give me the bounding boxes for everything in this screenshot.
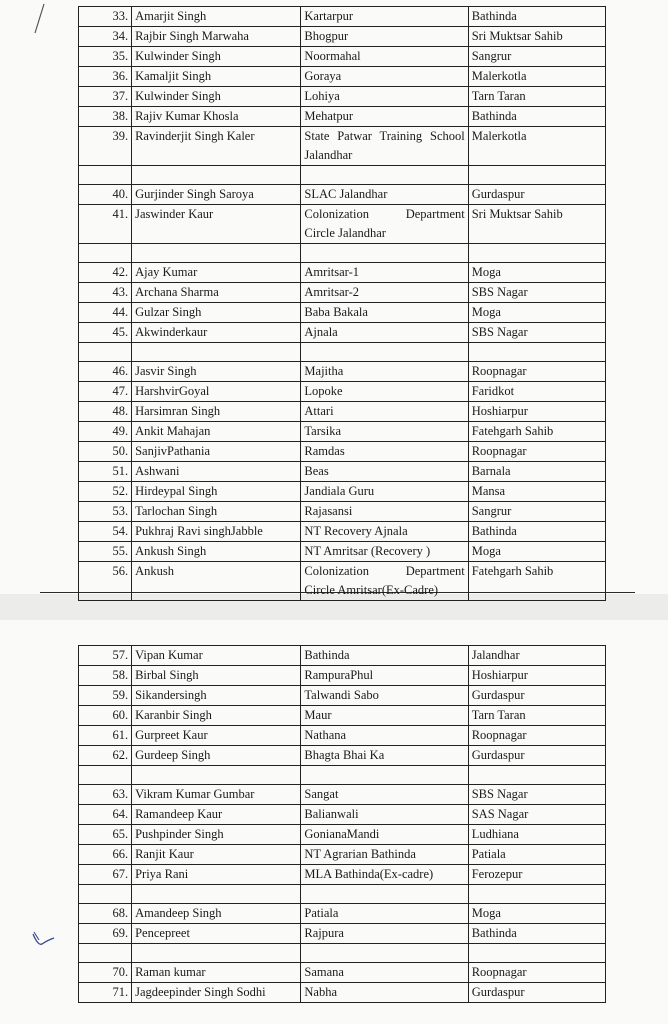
table-row — [79, 963, 606, 983]
spacer-row — [79, 244, 606, 263]
posted-from-cell: MLA Bathinda(Ex-cadre) — [301, 865, 468, 885]
posted-from-cell: GonianaMandi — [301, 825, 468, 845]
transfer-table-part1 — [78, 6, 606, 601]
spacer-row — [79, 766, 606, 785]
posted-from-cell: Colonization Department Circle Amritsar(Ex-Cadre) — [301, 562, 468, 601]
serial-number-cell: 67. — [79, 865, 132, 885]
posted-from-cell: Ajnala — [301, 323, 468, 343]
table-row — [79, 706, 606, 726]
serial-number-cell: 52. — [79, 482, 132, 502]
officer-name-cell: Ravinderjit Singh Kaler — [132, 127, 301, 166]
empty-cell — [132, 944, 301, 963]
posted-from-cell: Bhagta Bhai Ka — [301, 746, 468, 766]
table-row — [79, 47, 606, 67]
table-row — [79, 845, 606, 865]
table-row — [79, 107, 606, 127]
posted-to-cell: Gurdaspur — [468, 686, 605, 706]
empty-cell — [468, 244, 605, 263]
table-row — [79, 785, 606, 805]
posted-to-cell: Fatehgarh Sahib — [468, 562, 605, 601]
officer-name-cell: Vipan Kumar — [132, 646, 301, 666]
table-row — [79, 522, 606, 542]
empty-cell — [468, 166, 605, 185]
posted-to-cell: Ferozepur — [468, 865, 605, 885]
posted-to-cell: Bathinda — [468, 107, 605, 127]
serial-number-cell: 71. — [79, 983, 132, 1003]
posted-from-cell: Bhogpur — [301, 27, 468, 47]
table-row — [79, 402, 606, 422]
table-row — [79, 482, 606, 502]
posted-from-cell: Nathana — [301, 726, 468, 746]
officer-name-cell: HarshvirGoyal — [132, 382, 301, 402]
officer-name-cell: Jasvir Singh — [132, 362, 301, 382]
posted-to-cell: Jalandhar — [468, 646, 605, 666]
empty-cell — [301, 885, 468, 904]
serial-number-cell: 69. — [79, 924, 132, 944]
posted-from-cell: Lopoke — [301, 382, 468, 402]
posted-from-cell: Nabha — [301, 983, 468, 1003]
table-row — [79, 87, 606, 107]
table-row — [79, 362, 606, 382]
posted-to-cell: Barnala — [468, 462, 605, 482]
posted-from-cell: Bathinda — [301, 646, 468, 666]
posted-to-cell: SAS Nagar — [468, 805, 605, 825]
officer-name-cell: Hirdeypal Singh — [132, 482, 301, 502]
serial-number-cell: 54. — [79, 522, 132, 542]
officer-name-cell: Sikandersingh — [132, 686, 301, 706]
posted-to-cell: Tarn Taran — [468, 706, 605, 726]
officer-name-cell: Pushpinder Singh — [132, 825, 301, 845]
posted-from-cell: Ramdas — [301, 442, 468, 462]
serial-number-cell: 37. — [79, 87, 132, 107]
posted-from-cell: Amritsar-1 — [301, 263, 468, 283]
posted-from-cell: NT Amritsar (Recovery ) — [301, 542, 468, 562]
empty-cell — [301, 166, 468, 185]
serial-number-cell: 33. — [79, 7, 132, 27]
spacer-row — [79, 944, 606, 963]
posted-to-cell: Bathinda — [468, 7, 605, 27]
officer-name-cell: Tarlochan Singh — [132, 502, 301, 522]
officer-name-cell: Gulzar Singh — [132, 303, 301, 323]
serial-number-cell: 66. — [79, 845, 132, 865]
table-row — [79, 185, 606, 205]
posted-to-cell: Mansa — [468, 482, 605, 502]
posted-from-cell: Goraya — [301, 67, 468, 87]
posted-to-cell: Moga — [468, 303, 605, 323]
posted-to-cell: SBS Nagar — [468, 283, 605, 303]
table-row — [79, 303, 606, 323]
serial-number-cell: 36. — [79, 67, 132, 87]
posted-from-cell: Sangat — [301, 785, 468, 805]
officer-name-cell: Raman kumar — [132, 963, 301, 983]
posted-to-cell: Gurdaspur — [468, 185, 605, 205]
posted-to-cell: Roopnagar — [468, 963, 605, 983]
serial-number-cell: 46. — [79, 362, 132, 382]
posted-from-cell: Baba Bakala — [301, 303, 468, 323]
table-row — [79, 865, 606, 885]
posted-to-cell: Gurdaspur — [468, 746, 605, 766]
posted-to-cell: Roopnagar — [468, 442, 605, 462]
serial-number-cell: 68. — [79, 904, 132, 924]
posted-to-cell: Moga — [468, 542, 605, 562]
empty-cell — [79, 766, 132, 785]
officer-name-cell: Gurjinder Singh Saroya — [132, 185, 301, 205]
empty-cell — [132, 885, 301, 904]
serial-number-cell: 65. — [79, 825, 132, 845]
table-row — [79, 904, 606, 924]
empty-cell — [468, 343, 605, 362]
officer-name-cell: Karanbir Singh — [132, 706, 301, 726]
empty-cell — [79, 944, 132, 963]
officer-name-cell: Pukhraj Ravi singhJabble — [132, 522, 301, 542]
handwritten-tick-mark — [30, 928, 58, 950]
serial-number-cell: 59. — [79, 686, 132, 706]
posted-to-cell: Fatehgarh Sahib — [468, 422, 605, 442]
table-row — [79, 686, 606, 706]
serial-number-cell: 58. — [79, 666, 132, 686]
table-row — [79, 746, 606, 766]
officer-name-cell: Ramandeep Kaur — [132, 805, 301, 825]
serial-number-cell: 34. — [79, 27, 132, 47]
table-row — [79, 825, 606, 845]
serial-number-cell: 49. — [79, 422, 132, 442]
empty-cell — [79, 343, 132, 362]
posted-from-cell: Rajasansi — [301, 502, 468, 522]
posted-from-cell: Talwandi Sabo — [301, 686, 468, 706]
table-row — [79, 502, 606, 522]
posted-from-cell: Balianwali — [301, 805, 468, 825]
posted-to-cell: Patiala — [468, 845, 605, 865]
empty-cell — [301, 766, 468, 785]
table-row — [79, 127, 606, 166]
officer-name-cell: Birbal Singh — [132, 666, 301, 686]
officer-name-cell: Gurdeep Singh — [132, 746, 301, 766]
serial-number-cell: 42. — [79, 263, 132, 283]
posted-from-cell: Mehatpur — [301, 107, 468, 127]
posted-to-cell: Moga — [468, 904, 605, 924]
officer-name-cell: SanjivPathania — [132, 442, 301, 462]
officer-name-cell: Amandeep Singh — [132, 904, 301, 924]
posted-from-cell: Kartarpur — [301, 7, 468, 27]
spacer-row — [79, 885, 606, 904]
serial-number-cell: 56. — [79, 562, 132, 601]
serial-number-cell: 35. — [79, 47, 132, 67]
empty-cell — [468, 766, 605, 785]
posted-to-cell: Sangrur — [468, 502, 605, 522]
serial-number-cell: 53. — [79, 502, 132, 522]
serial-number-cell: 64. — [79, 805, 132, 825]
posted-to-cell: Bathinda — [468, 924, 605, 944]
posted-from-cell: Jandiala Guru — [301, 482, 468, 502]
empty-cell — [468, 885, 605, 904]
posted-from-cell: Noormahal — [301, 47, 468, 67]
posted-to-cell: Malerkotla — [468, 67, 605, 87]
serial-number-cell: 55. — [79, 542, 132, 562]
table-row — [79, 726, 606, 746]
officer-name-cell: Priya Rani — [132, 865, 301, 885]
serial-number-cell: 51. — [79, 462, 132, 482]
posted-from-cell: Samana — [301, 963, 468, 983]
transfer-table-part2 — [78, 645, 606, 1003]
table-row — [79, 263, 606, 283]
table-row — [79, 542, 606, 562]
posted-to-cell: Sri Muktsar Sahib — [468, 205, 605, 244]
posted-to-cell: Malerkotla — [468, 127, 605, 166]
spacer-row — [79, 166, 606, 185]
officer-name-cell: Vikram Kumar Gumbar — [132, 785, 301, 805]
posted-from-cell: NT Recovery Ajnala — [301, 522, 468, 542]
empty-cell — [79, 885, 132, 904]
posted-to-cell: Roopnagar — [468, 362, 605, 382]
empty-cell — [79, 166, 132, 185]
officer-name-cell: Jaswinder Kaur — [132, 205, 301, 244]
posted-from-cell: Tarsika — [301, 422, 468, 442]
table-row — [79, 422, 606, 442]
posted-from-cell: NT Agrarian Bathinda — [301, 845, 468, 865]
table-row — [79, 805, 606, 825]
empty-cell — [301, 343, 468, 362]
spacer-row — [79, 343, 606, 362]
officer-name-cell: Rajbir Singh Marwaha — [132, 27, 301, 47]
posted-from-cell: RampuraPhul — [301, 666, 468, 686]
officer-name-cell: Ankit Mahajan — [132, 422, 301, 442]
posted-from-cell: SLAC Jalandhar — [301, 185, 468, 205]
officer-name-cell: Amarjit Singh — [132, 7, 301, 27]
serial-number-cell: 38. — [79, 107, 132, 127]
posted-from-cell: Lohiya — [301, 87, 468, 107]
officer-name-cell: Pencepreet — [132, 924, 301, 944]
serial-number-cell: 62. — [79, 746, 132, 766]
officer-name-cell: Harsimran Singh — [132, 402, 301, 422]
serial-number-cell: 60. — [79, 706, 132, 726]
officer-name-cell: Archana Sharma — [132, 283, 301, 303]
posted-to-cell: Tarn Taran — [468, 87, 605, 107]
serial-number-cell: 50. — [79, 442, 132, 462]
serial-number-cell: 63. — [79, 785, 132, 805]
posted-to-cell: Moga — [468, 263, 605, 283]
posted-to-cell: Roopnagar — [468, 726, 605, 746]
posted-from-cell: Amritsar-2 — [301, 283, 468, 303]
officer-name-cell: Jagdeepinder Singh Sodhi — [132, 983, 301, 1003]
serial-number-cell: 48. — [79, 402, 132, 422]
table-row — [79, 67, 606, 87]
posted-from-cell: Beas — [301, 462, 468, 482]
officer-name-cell: Rajiv Kumar Khosla — [132, 107, 301, 127]
empty-cell — [132, 166, 301, 185]
officer-name-cell: Akwinderkaur — [132, 323, 301, 343]
serial-number-cell: 40. — [79, 185, 132, 205]
officer-name-cell: Ankush — [132, 562, 301, 601]
table-row — [79, 562, 606, 601]
posted-to-cell: Hoshiarpur — [468, 402, 605, 422]
table-row — [79, 442, 606, 462]
posted-from-cell: Maur — [301, 706, 468, 726]
officer-name-cell: Kulwinder Singh — [132, 47, 301, 67]
table-row — [79, 382, 606, 402]
table-row — [79, 666, 606, 686]
serial-number-cell: 43. — [79, 283, 132, 303]
posted-to-cell: Ludhiana — [468, 825, 605, 845]
posted-from-cell: State Patwar Training School Jalandhar — [301, 127, 468, 166]
empty-cell — [132, 244, 301, 263]
officer-name-cell: Ankush Singh — [132, 542, 301, 562]
serial-number-cell: 45. — [79, 323, 132, 343]
table-row — [79, 983, 606, 1003]
posted-to-cell: Sri Muktsar Sahib — [468, 27, 605, 47]
officer-name-cell: Ashwani — [132, 462, 301, 482]
posted-from-cell: Majitha — [301, 362, 468, 382]
posted-from-cell: Rajpura — [301, 924, 468, 944]
officer-name-cell: Kamaljit Singh — [132, 67, 301, 87]
serial-number-cell: 57. — [79, 646, 132, 666]
serial-number-cell: 41. — [79, 205, 132, 244]
table-row — [79, 646, 606, 666]
serial-number-cell: 61. — [79, 726, 132, 746]
posted-to-cell: Bathinda — [468, 522, 605, 542]
posted-to-cell: Gurdaspur — [468, 983, 605, 1003]
posted-to-cell: Faridkot — [468, 382, 605, 402]
table-row — [79, 283, 606, 303]
table-row — [79, 323, 606, 343]
posted-to-cell: Hoshiarpur — [468, 666, 605, 686]
serial-number-cell: 39. — [79, 127, 132, 166]
table-row — [79, 205, 606, 244]
officer-name-cell: Ajay Kumar — [132, 263, 301, 283]
posted-to-cell: SBS Nagar — [468, 785, 605, 805]
empty-cell — [468, 944, 605, 963]
table-row — [79, 7, 606, 27]
serial-number-cell: 70. — [79, 963, 132, 983]
pen-stroke-mark — [30, 2, 50, 36]
posted-from-cell: Patiala — [301, 904, 468, 924]
table-row — [79, 924, 606, 944]
officer-name-cell: Ranjit Kaur — [132, 845, 301, 865]
table-row — [79, 462, 606, 482]
posted-to-cell: SBS Nagar — [468, 323, 605, 343]
posted-from-cell: Colonization Department Circle Jalandhar — [301, 205, 468, 244]
serial-number-cell: 44. — [79, 303, 132, 323]
posted-from-cell: Attari — [301, 402, 468, 422]
posted-to-cell: Sangrur — [468, 47, 605, 67]
officer-name-cell: Kulwinder Singh — [132, 87, 301, 107]
empty-cell — [301, 244, 468, 263]
empty-cell — [132, 766, 301, 785]
empty-cell — [301, 944, 468, 963]
table-row — [79, 27, 606, 47]
empty-cell — [79, 244, 132, 263]
empty-cell — [132, 343, 301, 362]
officer-name-cell: Gurpreet Kaur — [132, 726, 301, 746]
serial-number-cell: 47. — [79, 382, 132, 402]
